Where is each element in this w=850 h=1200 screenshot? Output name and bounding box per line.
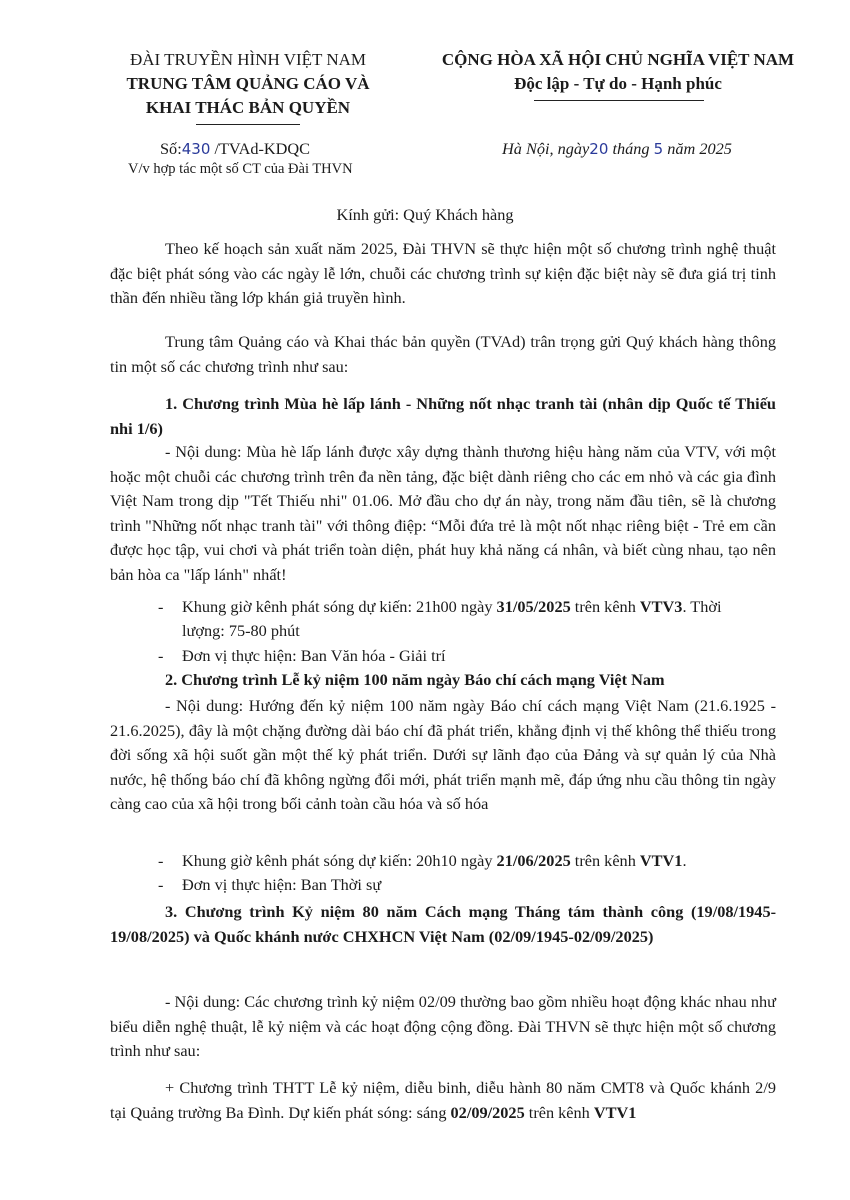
item-channel: VTV1 [593,1102,637,1122]
section-2-heading: 2. Chương trình Lễ kỷ niệm 100 năm ngày Báo chí cách mạng Việt Nam [165,670,665,689]
number-prefix: Số: [160,139,182,158]
intro-paragraph-1-text: Theo kế hoạch sản xuất năm 2025, Đài THVN sẽ thực hiện một số chương trình nghệ thuật đặc biệt phát sóng vào các ngày lễ lớn, chuỗi các chương trình sự kiện đặc biệt này sẽ đưa giá trị tinh thần đến nhiều tầng lớp khán giả truyền hình. [110,239,776,308]
section-1-content-text: - Nội dung: Mùa hè lấp lánh được xây dựng thành thương hiệu hàng năm của VTV, với một hoặc một chuỗi các chương trình trên đa nền tảng, đặc biệt dành riêng cho các em nhỏ và các gia đình Việt Nam trong dịp "Tết Thiếu nhi" 01.06. Mở đầu cho dự án này, trong năm đầu tiên, sẽ là chương trình "Những nốt nhạc tranh tài" với thông điệp: “Mỗi đứa trẻ là một nốt nhạc riêng biệt - Trẻ em cần được học tập, vui chơi và phát triển toàn diện, phát huy khả năng cá nhân, và biết cùng nhau, tạo nên bản hòa ca "lấp lánh" nhất! [110,442,776,584]
section-2-content [110,694,776,817]
section-2-slot [182,851,687,871]
item-text: + Chương trình THTT Lễ kỷ niệm, diễu binh, diễu hành 80 năm CMT8 và Quốc khánh 2/9 tại Quảng trường Ba Đình. Dự kiến phát sóng: sáng [110,1078,776,1122]
slot-date: 21/06/2025 [496,851,571,870]
document-subject: V/v hợp tác một số CT của Đài THVN [128,161,353,177]
slot-date: 31/05/2025 [496,597,571,616]
intro-paragraph-2 [110,330,776,379]
item-date: 02/09/2025 [450,1102,525,1122]
slot-channel-label: trên kênh [570,851,640,870]
center-name-line1: TRUNG TÂM QUẢNG CÁO VÀ [126,74,370,93]
number-suffix: /TVAd-KDQC [210,139,311,158]
section-1-bullet-1: - [158,597,164,616]
right-header-rule [534,100,704,101]
section-3-item-1 [110,1076,776,1125]
slot-channel: VTV3 [639,597,683,616]
slot-text: Khung giờ kênh phát sóng dự kiến: 21h00 ngày [182,597,497,616]
handwritten-number: 430 [181,140,211,158]
handwritten-day: 20 [589,140,609,158]
section-3-heading [110,900,776,949]
salutation: Kính gửi: Quý Khách hàng [336,205,514,224]
national-title: CỘNG HÒA XÃ HỘI CHỦ NGHĨA VIỆT NAM [441,50,795,69]
document-date [502,139,732,159]
section-1-unit: Đơn vị thực hiện: Ban Văn hóa - Giải trí [182,646,446,665]
section-1-heading [110,392,776,441]
section-1-content [110,440,776,588]
intro-paragraph-1 [110,237,776,311]
section-2-content-text: - Nội dung: Hướng đến kỷ niệm 100 năm ngày Báo chí cách mạng Việt Nam (21.6.1925 - 21.6.2025), đây là một chặng đường dài báo chí đã phát triển, khẳng định vị thế không thể thiếu trong đời sống xã hội suốt gần một thế kỷ phát triển. Dưới sự lãnh đạo của Đảng và sự quản lý của Nhà nước, hệ thống báo chí đã không ngừng đổi mới, phát triển mạnh mẽ, đáp ứng nhu cầu thông tin ngày càng cao của xã hội trong bối cảnh toàn cầu hóa và số hóa [110,696,776,814]
section-3-heading-text: 3. Chương trình Kỷ niệm 80 năm Cách mạng Tháng tám thành công (19/08/1945-19/08/2025) và Quốc khánh nước CHXHCN Việt Nam (02/09/1945-02/09/2025) [110,902,776,946]
national-motto: Độc lập - Tự do - Hạnh phúc [514,74,722,93]
section-1-slot [182,597,722,617]
section-3-content-text: - Nội dung: Các chương trình kỷ niệm 02/09 thường bao gồm nhiều hoạt động khác nhau như biểu diễn nghệ thuật, lễ kỷ niệm và các hoạt động cộng đồng. Đài THVN sẽ thực hiện một số chương trình như sau: [110,992,776,1061]
section-1-bullet-2: - [158,646,164,665]
section-2-unit: Đơn vị thực hiện: Ban Thời sự [182,875,382,894]
date-prefix: Hà Nội, ngày [502,139,590,158]
handwritten-month: 5 [653,140,664,158]
slot-duration-label: . Thời [682,597,722,616]
slot-channel: VTV1 [639,851,683,870]
left-header-rule [196,124,300,125]
section-2-bullet-2: - [158,875,164,894]
date-year: năm 2025 [663,139,732,158]
document-number [160,139,310,159]
date-month-label: tháng [608,139,654,158]
section-1-duration: lượng: 75-80 phút [182,621,300,640]
section-3-content [110,990,776,1064]
section-2-bullet-1: - [158,851,164,870]
agency-name: ĐÀI TRUYỀN HÌNH VIỆT NAM [129,50,367,69]
intro-paragraph-2-text: Trung tâm Quảng cáo và Khai thác bản quyền (TVAd) trân trọng gửi Quý khách hàng thông tin một số các chương trình như sau: [110,332,776,376]
center-name-line2: KHAI THÁC BẢN QUYỀN [145,98,351,117]
section-3-item-1-text [110,1076,776,1125]
slot-channel-label: trên kênh [570,597,640,616]
item-channel-label: trên kênh [524,1102,594,1122]
slot-text: Khung giờ kênh phát sóng dự kiến: 20h10 ngày [182,851,497,870]
section-1-heading-text: 1. Chương trình Mùa hè lấp lánh - Những nốt nhạc tranh tài (nhân dịp Quốc tế Thiếu nhi 1/6) [110,394,776,438]
slot-end: . [682,851,687,870]
